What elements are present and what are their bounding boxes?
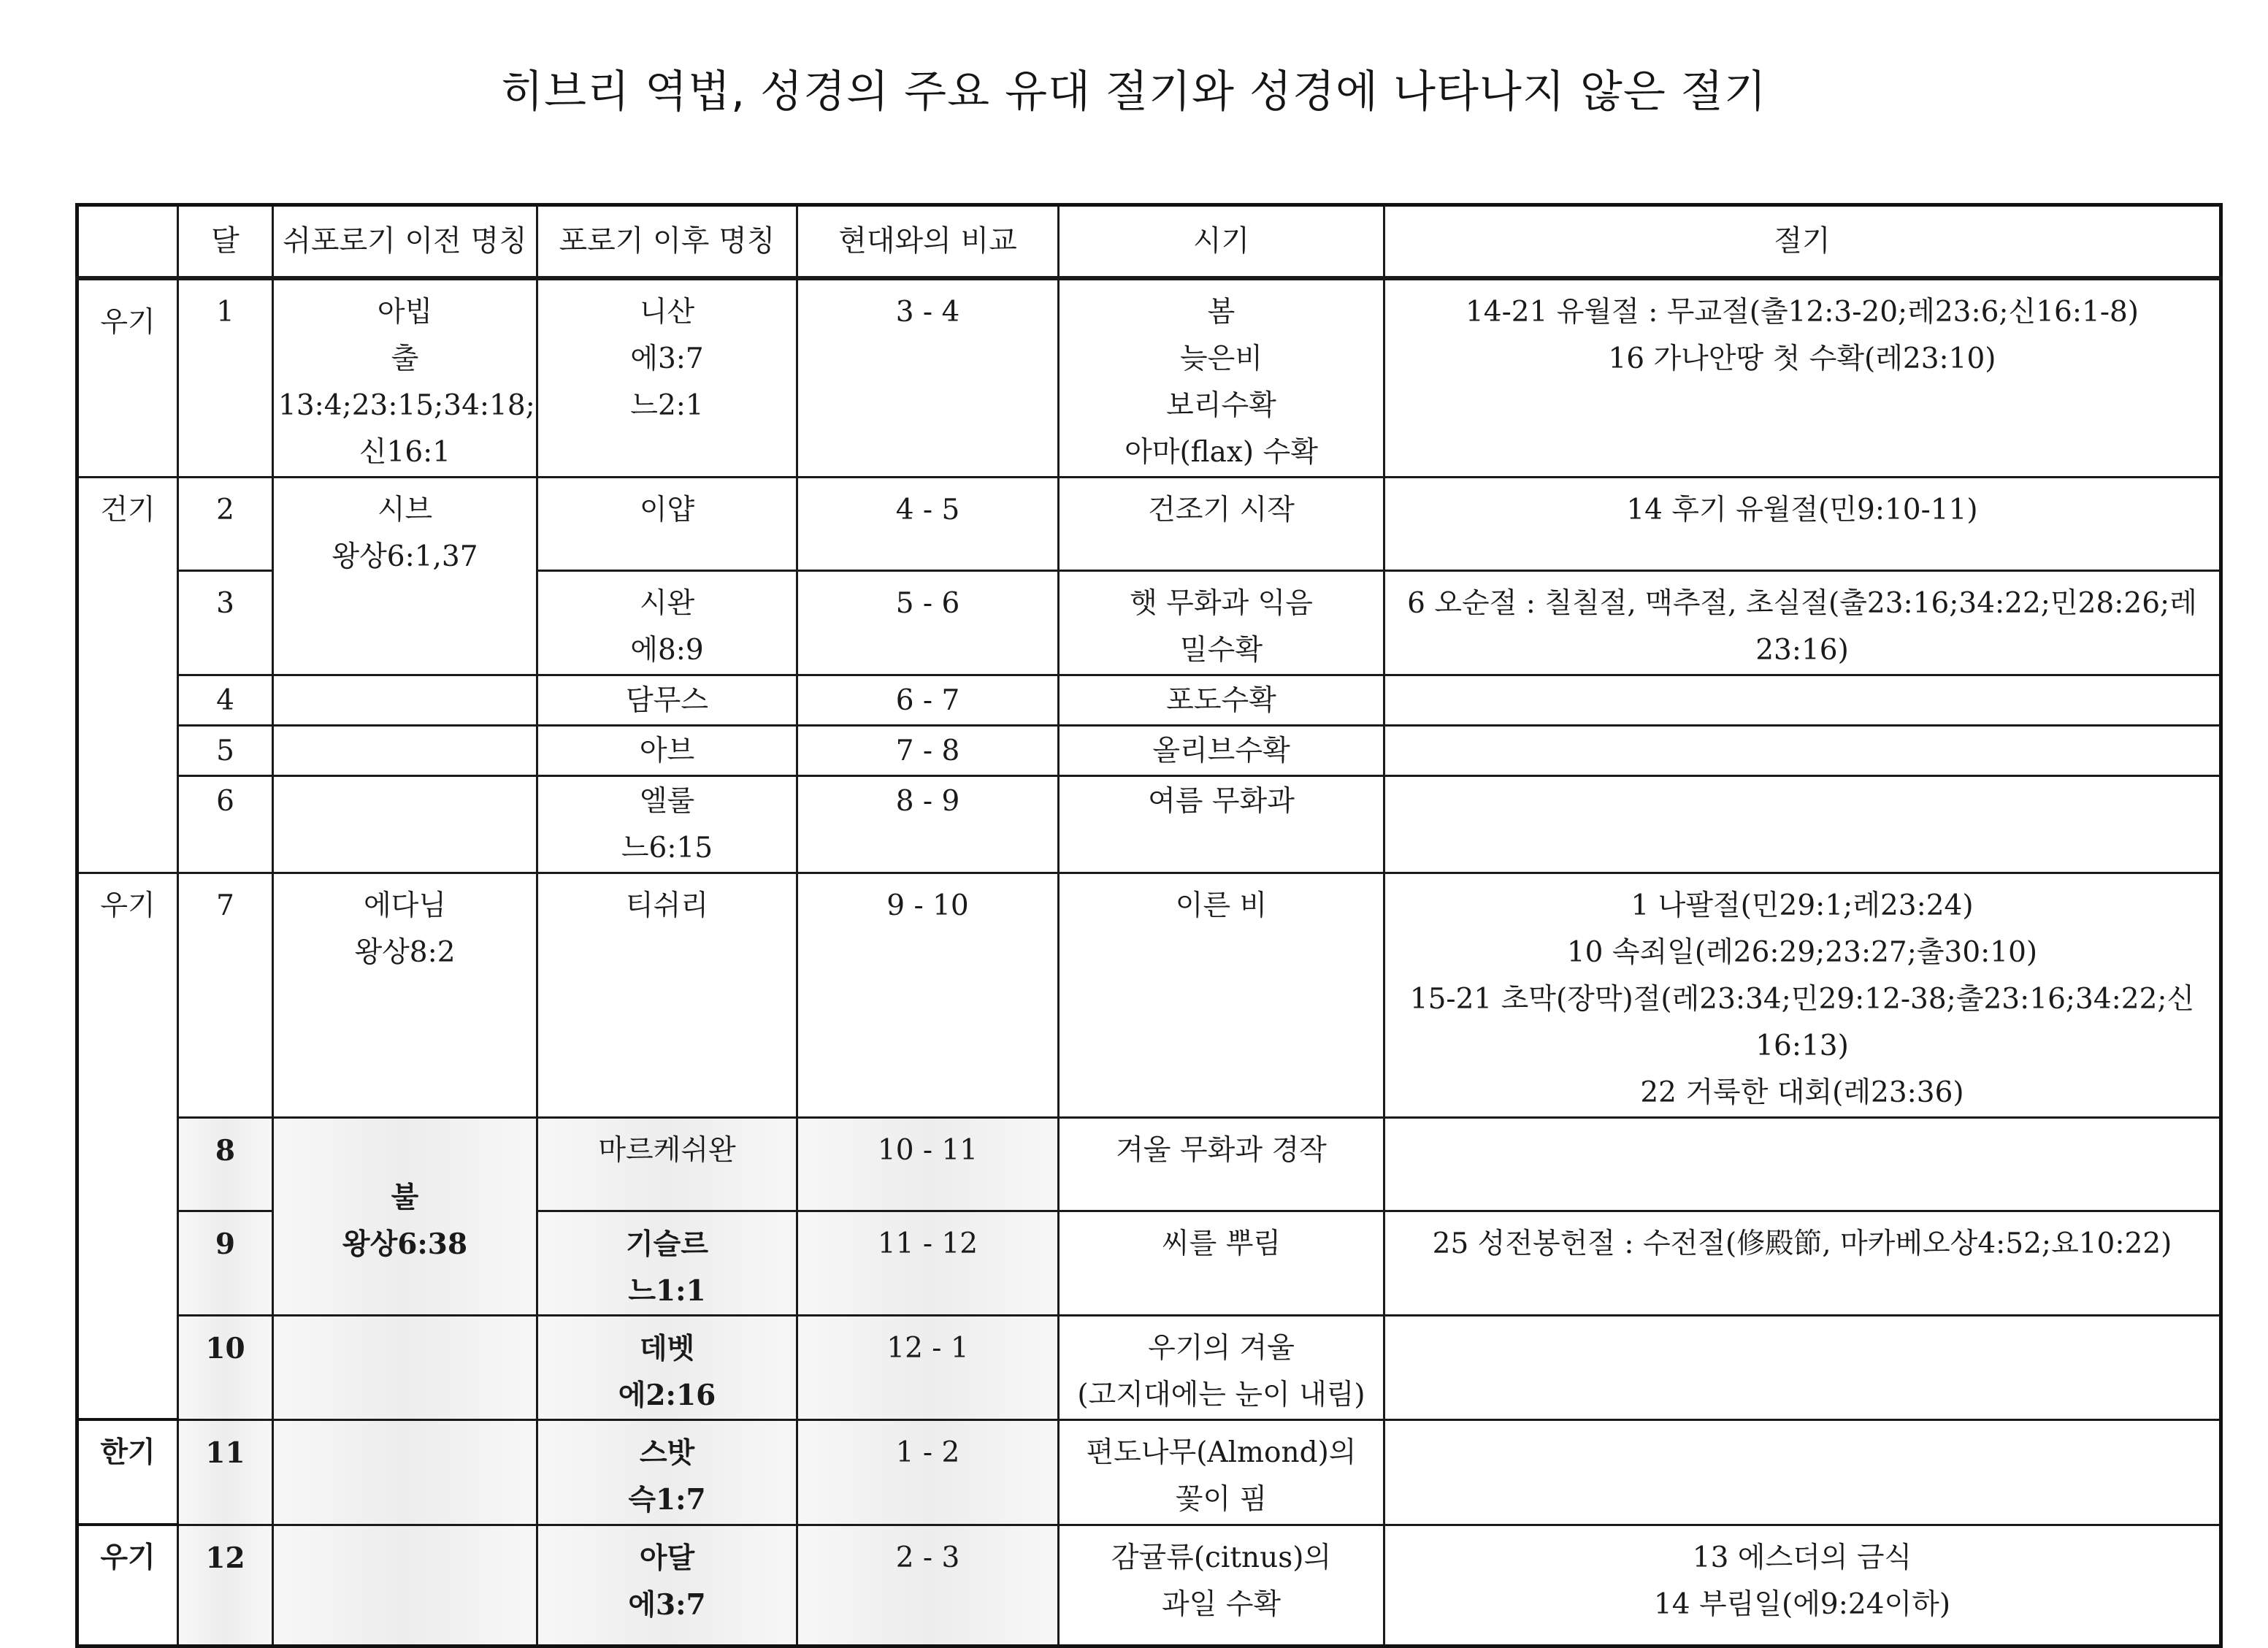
header-pre-exile-name: 쉬포로기 이전 명칭 — [273, 205, 537, 278]
post-exile-name: 마르케쉬완 — [537, 1117, 797, 1211]
post-exile-name: 기슬르 느1:1 — [537, 1211, 797, 1315]
month-number: 10 — [178, 1315, 273, 1419]
pre-exile-name — [273, 725, 537, 775]
header-modern-comparison: 현대와의 비교 — [797, 205, 1059, 278]
post-exile-name: 니산 에3:7 느2:1 — [537, 278, 797, 478]
season-cell-rainy-3: 우기 — [77, 1525, 178, 1646]
pre-exile-name — [273, 675, 537, 725]
feasts — [1384, 675, 2221, 725]
modern-comparison: 8 - 9 — [797, 775, 1059, 873]
modern-comparison: 9 - 10 — [797, 873, 1059, 1117]
modern-comparison: 12 - 1 — [797, 1315, 1059, 1419]
feasts — [1384, 1117, 2221, 1211]
table-row — [77, 1315, 2221, 1419]
season-cell-rainy-1: 우기 — [77, 278, 178, 478]
header-period: 시기 — [1059, 205, 1384, 278]
month-number: 6 — [178, 775, 273, 873]
header-month: 달 — [178, 205, 273, 278]
period: 씨를 뿌림 — [1059, 1211, 1384, 1315]
modern-comparison: 11 - 12 — [797, 1211, 1059, 1315]
month-number: 3 — [178, 570, 273, 675]
post-exile-name: 시완 에8:9 — [537, 570, 797, 675]
header-post-exile-name: 포로기 이후 명칭 — [537, 205, 797, 278]
pre-exile-name — [273, 1525, 537, 1646]
calendar-table — [75, 203, 2223, 1648]
feasts: 6 오순절 : 칠칠절, 맥추절, 초실절(출23:16;34:22;민28:26;레23:16) — [1384, 570, 2221, 675]
period: 여름 무화과 — [1059, 775, 1384, 873]
post-exile-name: 스밧 슥1:7 — [537, 1419, 797, 1525]
table-row — [77, 873, 2221, 1117]
feasts — [1384, 775, 2221, 873]
period: 포도수확 — [1059, 675, 1384, 725]
feasts — [1384, 1419, 2221, 1525]
table-row — [77, 1419, 2221, 1525]
month-number: 12 — [178, 1525, 273, 1646]
table-row — [77, 477, 2221, 570]
month-number: 8 — [178, 1117, 273, 1211]
period: 봄 늦은비 보리수확 아마(flax) 수확 — [1059, 278, 1384, 478]
modern-comparison: 2 - 3 — [797, 1525, 1059, 1646]
season-cell-rainy-2: 우기 — [77, 873, 178, 1419]
month-number: 7 — [178, 873, 273, 1117]
post-exile-name: 엘룰 느6:15 — [537, 775, 797, 873]
pre-exile-name: 불 왕상6:38 — [273, 1117, 537, 1315]
post-exile-name: 아달 에3:7 — [537, 1525, 797, 1646]
feasts: 14-21 유월절 : 무교절(출12:3-20;레23:6;신16:1-8) 16 가나안땅 첫 수확(레23:10) — [1384, 278, 2221, 478]
table-row — [77, 775, 2221, 873]
header-feasts: 절기 — [1384, 205, 2221, 278]
feasts: 25 성전봉헌절 : 수전절(修殿節, 마카베오상4:52;요10:22) — [1384, 1211, 2221, 1315]
feasts — [1384, 725, 2221, 775]
season-cell-dry: 건기 — [77, 477, 178, 873]
pre-exile-name: 시브 왕상6:1,37 — [273, 477, 537, 675]
month-number: 4 — [178, 675, 273, 725]
modern-comparison: 6 - 7 — [797, 675, 1059, 725]
month-number: 1 — [178, 278, 273, 478]
feasts: 1 나팔절(민29:1;레23:24) 10 속죄일(레26:29;23:27;출30:10) 15-21 초막(장막)절(레23:34;민29:12-38;출23:16;34:22;신16:13) 22 거룩한 대회(레23:36) — [1384, 873, 2221, 1117]
post-exile-name: 티쉬리 — [537, 873, 797, 1117]
pre-exile-name: 에다님 왕상8:2 — [273, 873, 537, 1117]
page-title: 히브리 역법, 성경의 주요 유대 절기와 성경에 나타나지 않은 절기 — [501, 66, 1767, 118]
month-number: 5 — [178, 725, 273, 775]
table-row — [77, 278, 2221, 478]
season-cell-cold: 한기 — [77, 1419, 178, 1525]
post-exile-name: 이얍 — [537, 477, 797, 570]
period: 이른 비 — [1059, 873, 1384, 1117]
table-row — [77, 1117, 2221, 1211]
table-row — [77, 675, 2221, 725]
month-number: 2 — [178, 477, 273, 570]
pre-exile-name — [273, 1315, 537, 1419]
modern-comparison: 1 - 2 — [797, 1419, 1059, 1525]
month-number: 11 — [178, 1419, 273, 1525]
feasts — [1384, 1315, 2221, 1419]
period: 올리브수확 — [1059, 725, 1384, 775]
period: 우기의 겨울 (고지대에는 눈이 내림) — [1059, 1315, 1384, 1419]
modern-comparison: 10 - 11 — [797, 1117, 1059, 1211]
post-exile-name: 아브 — [537, 725, 797, 775]
period: 햇 무화과 익음 밀수확 — [1059, 570, 1384, 675]
feasts: 14 후기 유월절(민9:10-11) — [1384, 477, 2221, 570]
pre-exile-name — [273, 775, 537, 873]
modern-comparison: 5 - 6 — [797, 570, 1059, 675]
pre-exile-name — [273, 1419, 537, 1525]
pre-exile-name: 아빕 출13:4;23:15;34:18; 신16:1 — [273, 278, 537, 478]
period: 감귤류(citnus)의 과일 수확 — [1059, 1525, 1384, 1646]
table-row — [77, 1525, 2221, 1646]
header-season — [77, 205, 178, 278]
modern-comparison: 3 - 4 — [797, 278, 1059, 478]
table-row — [77, 725, 2221, 775]
modern-comparison: 7 - 8 — [797, 725, 1059, 775]
modern-comparison: 4 - 5 — [797, 477, 1059, 570]
feasts: 13 에스더의 금식 14 부림일(에9:24이하) — [1384, 1525, 2221, 1646]
post-exile-name: 데벳 에2:16 — [537, 1315, 797, 1419]
period: 편도나무(Almond)의 꽃이 핌 — [1059, 1419, 1384, 1525]
post-exile-name: 담무스 — [537, 675, 797, 725]
month-number: 9 — [178, 1211, 273, 1315]
period: 겨울 무화과 경작 — [1059, 1117, 1384, 1211]
header-row — [77, 205, 2221, 278]
period: 건조기 시작 — [1059, 477, 1384, 570]
